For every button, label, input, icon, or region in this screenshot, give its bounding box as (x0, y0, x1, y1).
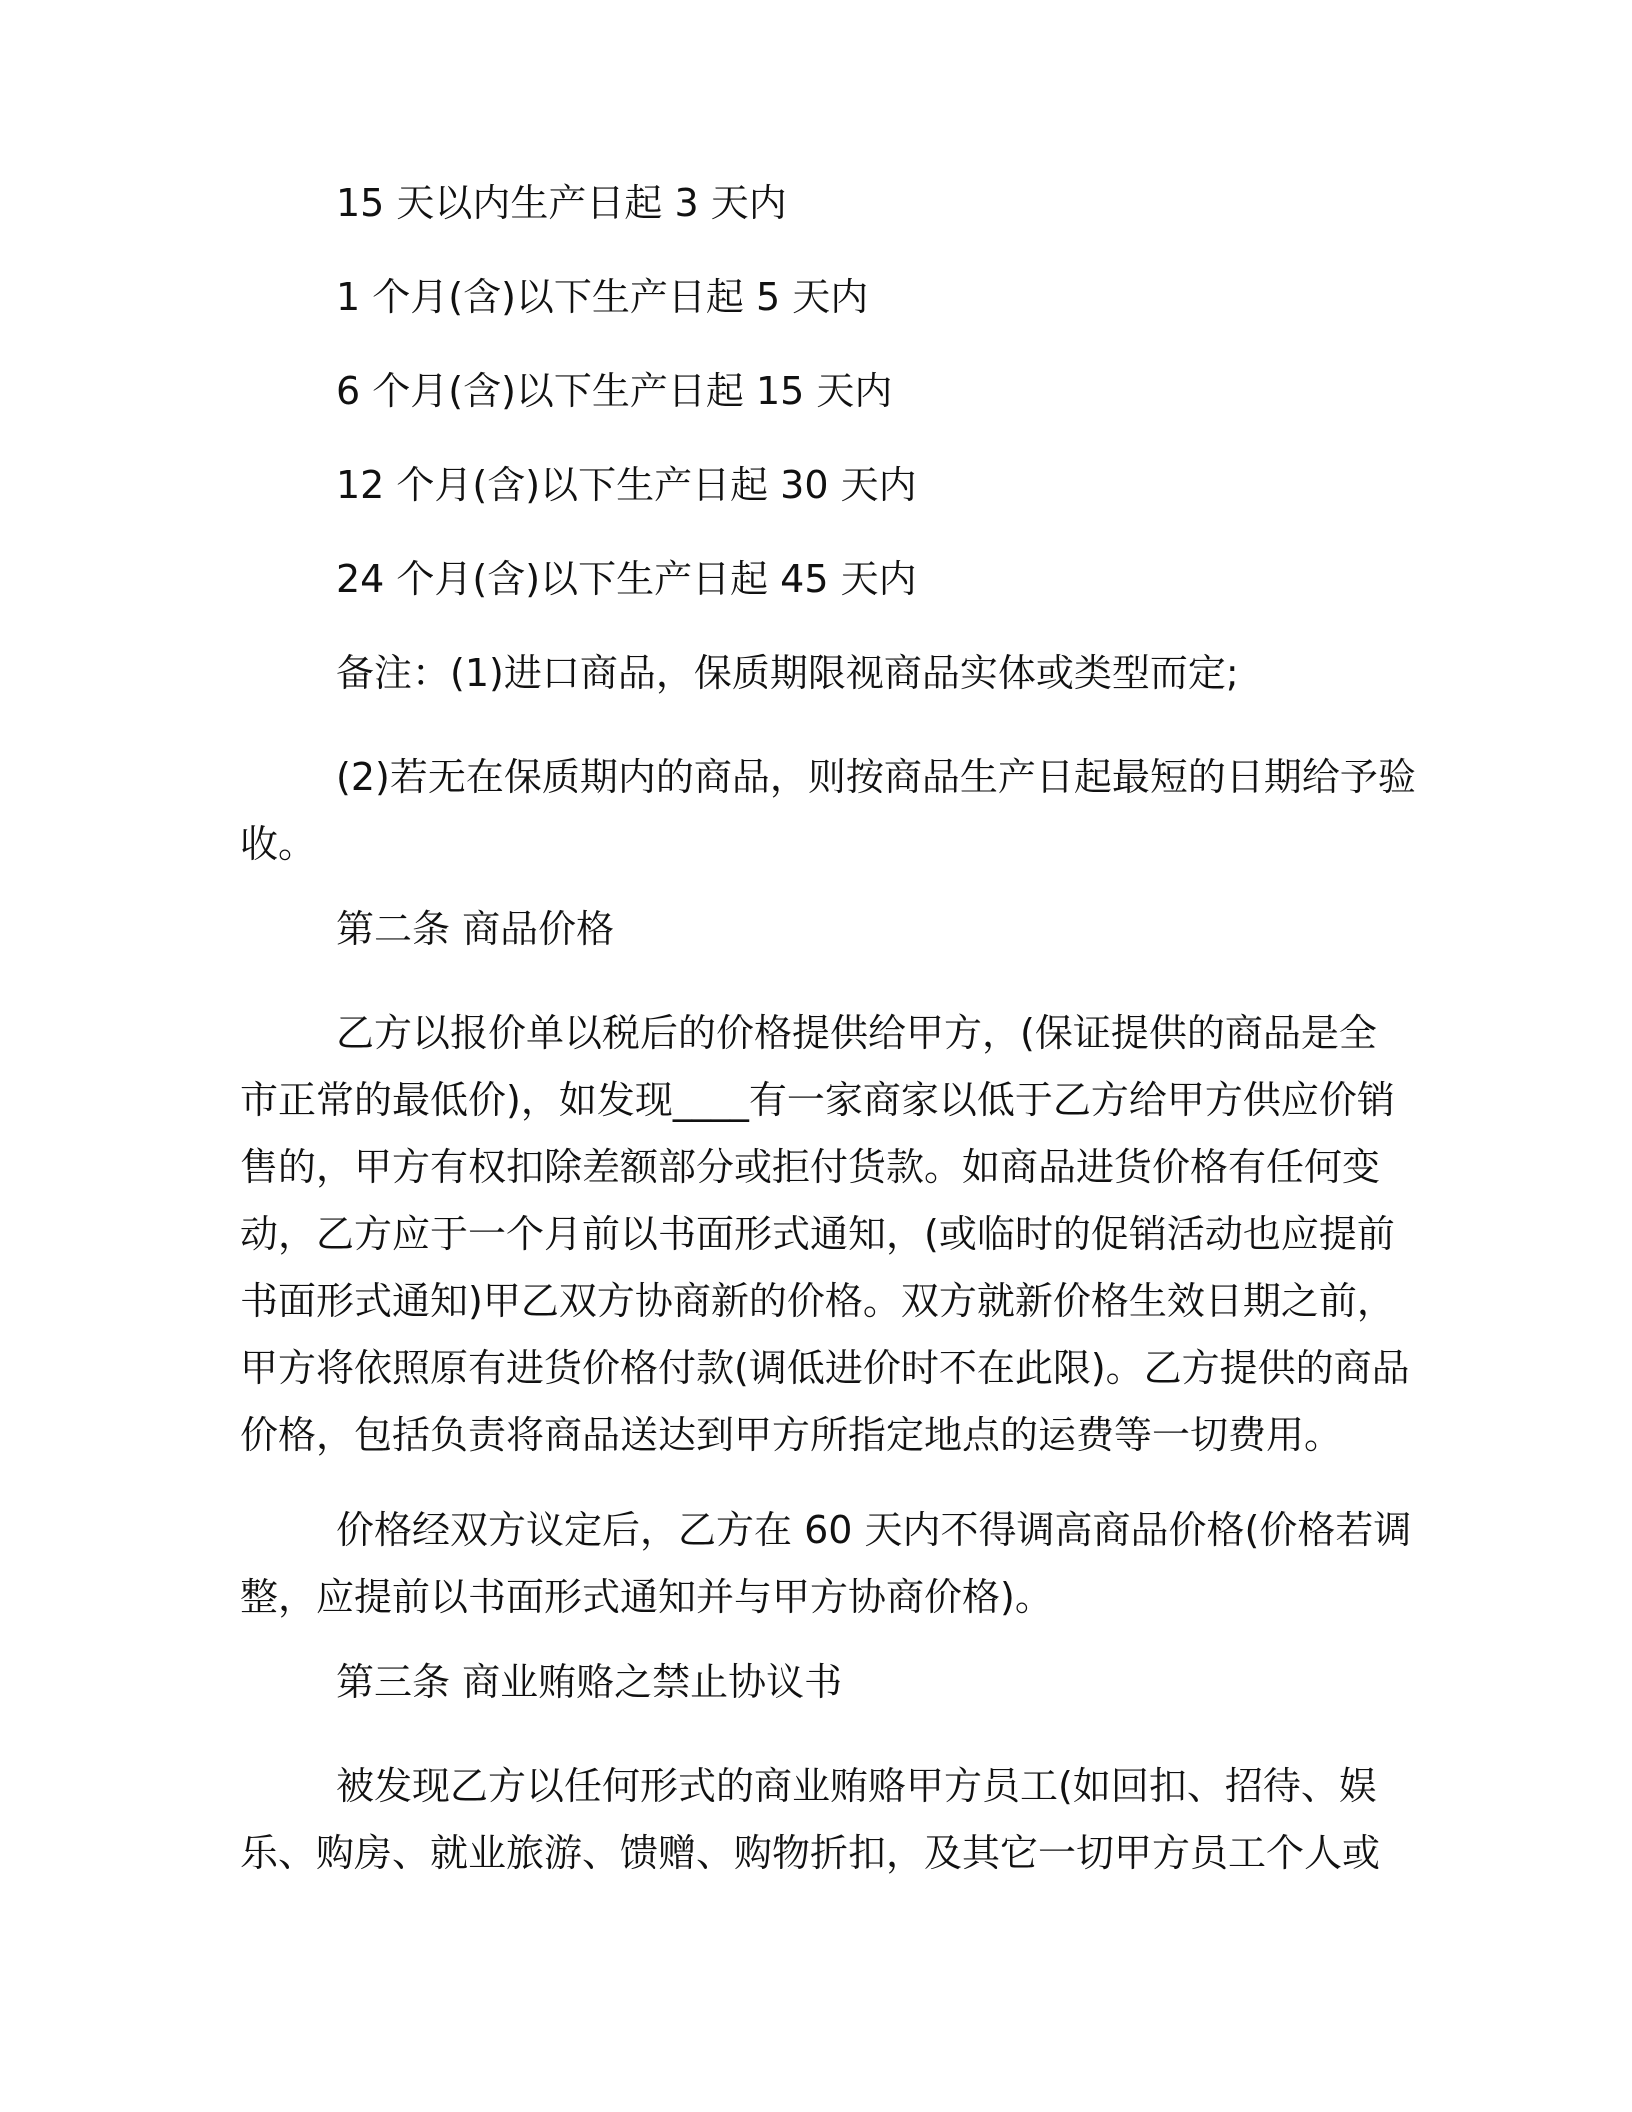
shelf-life-list (240, 180, 1390, 602)
shelf-life-row: 1 个月(含)以下生产日起 5 天内 (336, 275, 869, 319)
paragraph-line: 市正常的最低价)，如发现____有一家商家以低于乙方给甲方供应价销 (240, 1078, 1395, 1122)
article-3-paragraph-1 (240, 1753, 1390, 1887)
paragraph-line: 甲方将依照原有进货价格付款(调低进价时不在此限)。乙方提供的商品 (240, 1346, 1410, 1390)
paragraph-line: 价格，包括负责将商品送达到甲方所指定地点的运费等一切费用。 (240, 1413, 1343, 1457)
shelf-life-row: 15 天以内生产日起 3 天内 (336, 181, 787, 225)
paragraph-line: 被发现乙方以任何形式的商业贿赂甲方员工(如回扣、招待、娱 (336, 1764, 1377, 1808)
paragraph-line: 乙方以报价单以税后的价格提供给甲方，(保证提供的商品是全 (336, 1011, 1377, 1055)
paragraph-line: 乐、购房、就业旅游、馈赠、购物折扣，及其它一切甲方员工个人或 (240, 1831, 1381, 1875)
document-page (240, 180, 1416, 1915)
paragraph-line: 书面形式通知)甲乙双方协商新的价格。双方就新价格生效日期之前， (240, 1279, 1395, 1323)
shelf-life-row: 6 个月(含)以下生产日起 15 天内 (336, 369, 893, 413)
article-2-paragraph-1 (240, 1000, 1410, 1469)
article-2-paragraph-2 (240, 1497, 1412, 1631)
article-3-heading: 第三条 商业贿赂之禁止协议书 (336, 1660, 843, 1704)
shelf-life-row: 24 个月(含)以下生产日起 45 天内 (336, 557, 917, 601)
paragraph-line: 整，应提前以书面形式通知并与甲方协商价格)。 (240, 1575, 1053, 1619)
paragraph-line: 动，乙方应于一个月前以书面形式通知，(或临时的促销活动也应提前 (240, 1212, 1395, 1256)
note-2-line: (2)若无在保质期内的商品，则按商品生产日起最短的日期给予验 (336, 755, 1416, 799)
paragraph-line: 售的，甲方有权扣除差额部分或拒付货款。如商品进货价格有任何变 (240, 1145, 1381, 1189)
note-2-line: 收。 (240, 822, 317, 866)
shelf-life-row: 12 个月(含)以下生产日起 30 天内 (336, 463, 917, 507)
note-2 (240, 744, 1416, 878)
note-1: 备注：(1)进口商品，保质期限视商品实体或类型而定; (336, 651, 1239, 695)
article-2-heading: 第二条 商品价格 (336, 907, 615, 951)
paragraph-line: 价格经双方议定后，乙方在 60 天内不得调高商品价格(价格若调 (336, 1508, 1412, 1552)
